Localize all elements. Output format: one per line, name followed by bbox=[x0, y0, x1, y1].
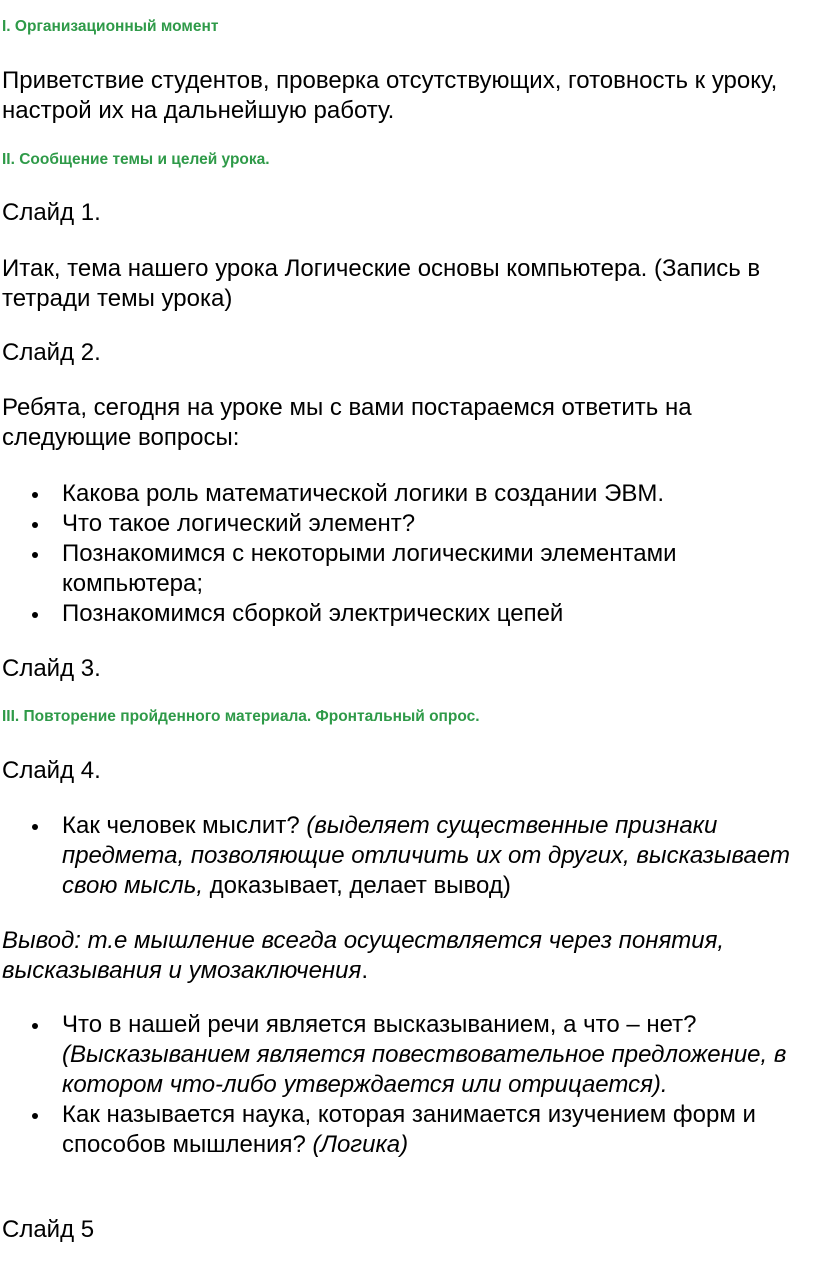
slide-3-label: Слайд 3. bbox=[2, 655, 101, 682]
conclusion-end: . bbox=[361, 957, 368, 984]
survey-list-2 bbox=[0, 1010, 810, 1160]
answer-text-rest: доказывает, делает вывод) bbox=[203, 872, 511, 899]
section-heading-2: II. Сообщение темы и целей урока. bbox=[2, 151, 270, 168]
question-text: Что в нашей речи является высказыванием, а что – нет? bbox=[62, 1011, 697, 1038]
topic-paragraph: Итак, тема нашего урока Логические основы компьютера. (Запись в тетради темы урока) bbox=[2, 255, 761, 312]
conclusion-paragraph bbox=[2, 926, 812, 986]
list-item: Какова роль математической логики в создании ЭВМ. bbox=[0, 479, 810, 509]
list-item: Познакомимся с некоторыми логическими элементами компьютера; bbox=[0, 539, 810, 599]
slide-2-label: Слайд 2. bbox=[2, 339, 101, 366]
question-text: Как называется наука, которая занимается изучением форм и способов мышления? bbox=[62, 1101, 756, 1158]
answer-text: (Логика) bbox=[312, 1131, 409, 1158]
conclusion-text: Вывод: т.е мышление всегда осуществляется через понятия, высказывания и умозаключения bbox=[2, 927, 725, 984]
slide-1-label: Слайд 1. bbox=[2, 199, 101, 226]
slide-4-label: Слайд 4. bbox=[2, 757, 101, 784]
question-text: Как человек мыслит? bbox=[62, 812, 307, 839]
survey-list-1 bbox=[0, 811, 810, 901]
answer-text: (выделяет существенные признаки предмета, позволяющие отличить их от других, высказывает свою мысль, bbox=[62, 812, 790, 899]
greeting-paragraph: Приветствие студентов, проверка отсутствующих, готовность к уроку, настрой их на дальнейшую работу. bbox=[2, 67, 778, 124]
list-item bbox=[0, 1010, 810, 1100]
slide-5-label: Слайд 5 bbox=[2, 1216, 95, 1243]
questions-intro: Ребята, сегодня на уроке мы с вами постараемся ответить на следующие вопросы: bbox=[2, 394, 692, 451]
answer-text: (Высказыванием является повествовательное предложение, в котором что-либо утверждается или отрицается). bbox=[62, 1041, 787, 1098]
section-heading-1: I. Организационный момент bbox=[2, 18, 219, 35]
list-item: Познакомимся сборкой электрических цепей bbox=[0, 599, 810, 629]
list-item bbox=[0, 811, 810, 901]
section-heading-3: III. Повторение пройденного материала. Фронтальный опрос. bbox=[2, 708, 480, 725]
questions-list bbox=[0, 479, 810, 629]
list-item: Что такое логический элемент? bbox=[0, 509, 810, 539]
list-item bbox=[0, 1100, 810, 1160]
